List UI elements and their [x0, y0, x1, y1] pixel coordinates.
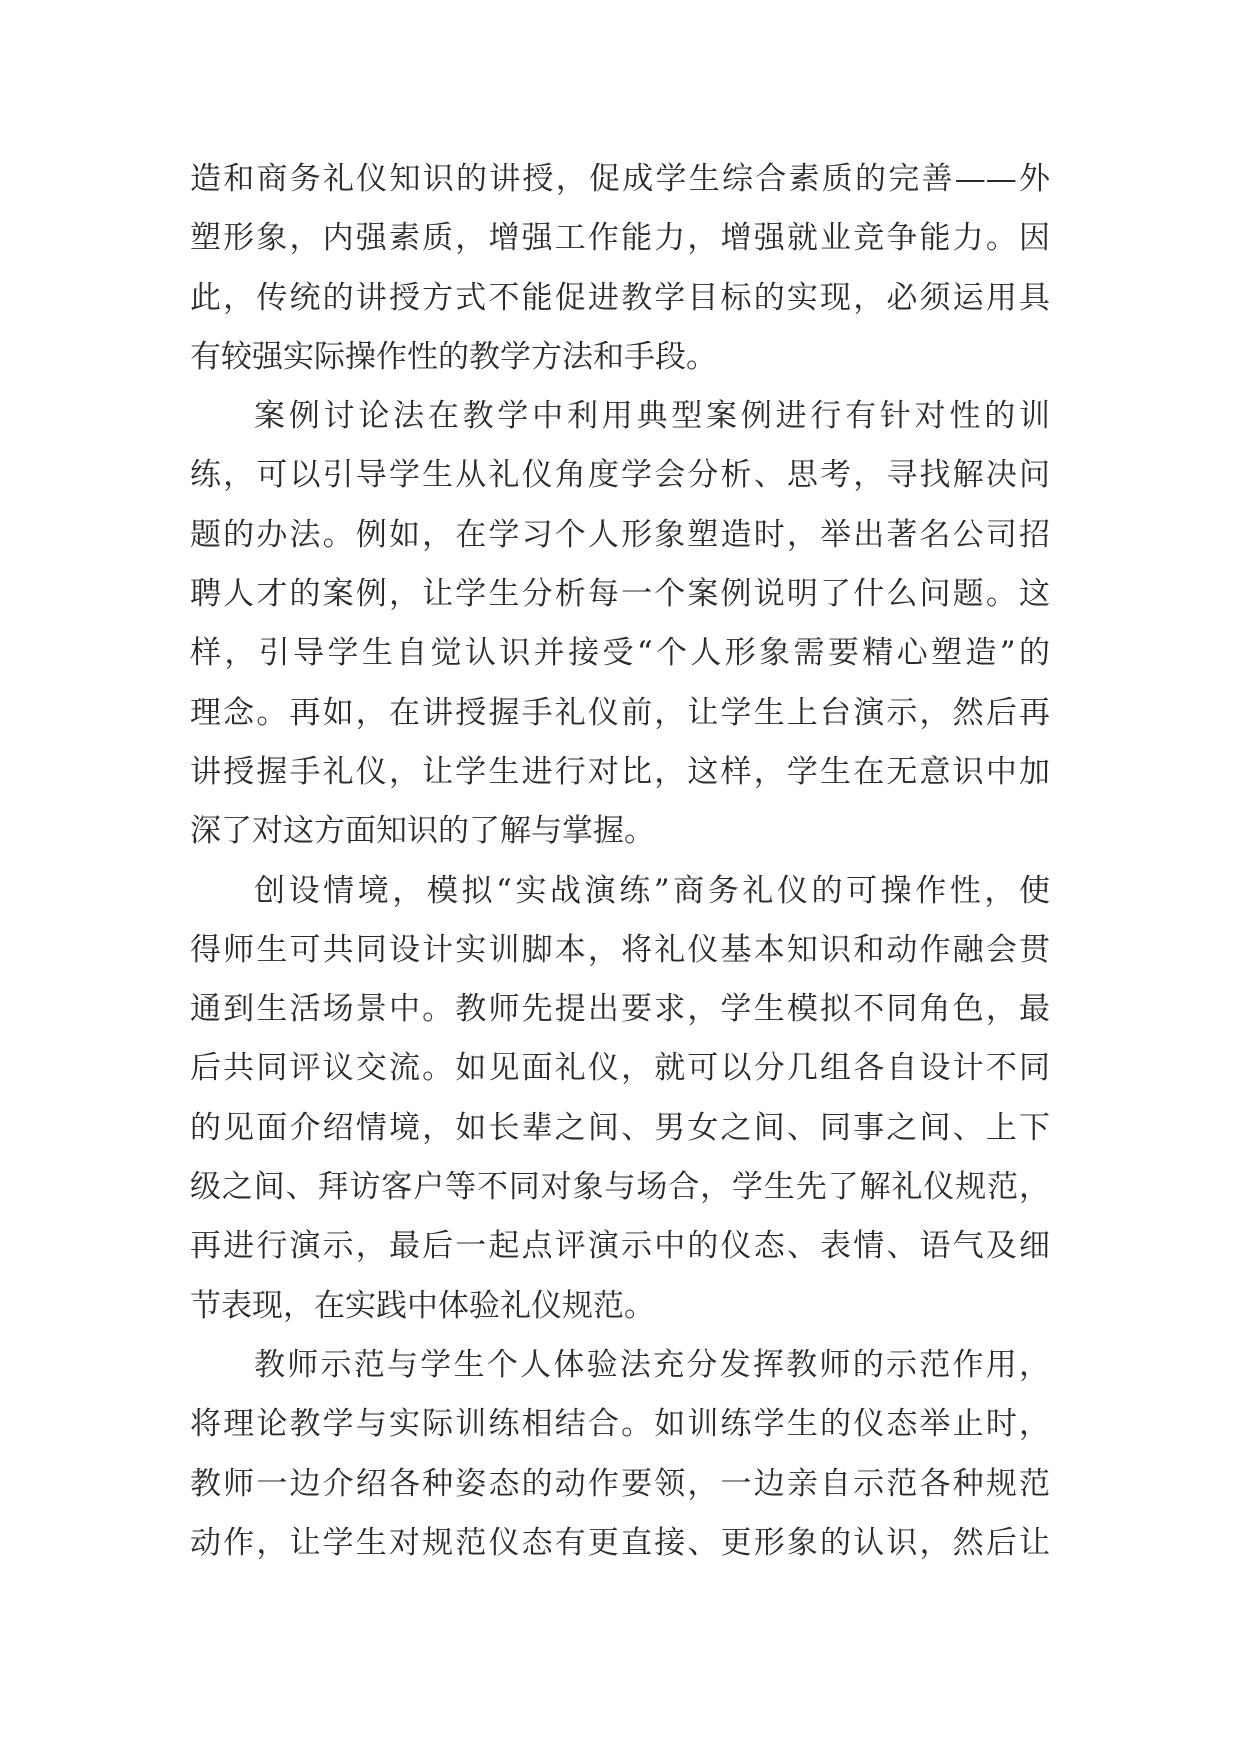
- text-line: 后共同评议交流。如见面礼仪，就可以分几组各自设计不同: [190, 1050, 1050, 1087]
- text-line: 动作，让学生对规范仪态有更直接、更形象的认识，然后让: [190, 1524, 1050, 1561]
- text-line: 塑形象，内强素质，增强工作能力，增强就业竞争能力。因: [190, 220, 1050, 257]
- text-line: 将理论教学与实际训练相结合。如训练学生的仪态举止时，: [190, 1406, 1050, 1443]
- text-line: 此，传统的讲授方式不能促进教学目标的实现，必须运用具: [190, 279, 1050, 316]
- text-line: 练，可以引导学生从礼仪角度学会分析、思考，寻找解决问: [190, 457, 1050, 494]
- text-line: 节表现，在实践中体验礼仪规范。: [190, 1287, 655, 1324]
- paragraph-first-line: 创设情境，模拟“实战演练”商务礼仪的可操作性，使: [254, 872, 1050, 909]
- text-line: 聘人才的案例，让学生分析每一个案例说明了什么问题。这: [190, 576, 1050, 613]
- text-line: 理念。再如，在讲授握手礼仪前，让学生上台演示，然后再: [190, 694, 1050, 731]
- text-line: 通到生活场景中。教师先提出要求，学生模拟不同角色，最: [190, 991, 1050, 1028]
- text-line: 题的办法。例如，在学习个人形象塑造时，举出著名公司招: [190, 516, 1050, 553]
- text-line: 造和商务礼仪知识的讲授，促成学生综合素质的完善——外: [190, 161, 1050, 197]
- text-line: 的见面介绍情境，如长辈之间、男女之间、同事之间、上下: [190, 1109, 1050, 1146]
- document-body: [190, 160, 1050, 1583]
- text-line: 级之间、拜访客户等不同对象与场合，学生先了解礼仪规范，: [190, 1169, 1050, 1206]
- text-line: 深了对这方面知识的了解与掌握。: [190, 813, 655, 850]
- text-line: 得师生可共同设计实训脚本，将礼仪基本知识和动作融会贯: [190, 931, 1050, 968]
- text-line: 教师一边介绍各种姿态的动作要领，一边亲自示范各种规范: [190, 1465, 1050, 1502]
- text-line: 有较强实际操作性的教学方法和手段。: [190, 338, 717, 375]
- text-line: 讲授握手礼仪，让学生进行对比，这样，学生在无意识中加: [190, 753, 1050, 790]
- text-line: 样，引导学生自觉认识并接受“个人形象需要精心塑造”的: [190, 635, 1050, 672]
- paragraph-first-line: 教师示范与学生个人体验法充分发挥教师的示范作用，: [254, 1346, 1050, 1383]
- text-line: 再进行演示，最后一起点评演示中的仪态、表情、语气及细: [190, 1228, 1050, 1265]
- paragraph-first-line: 案例讨论法在教学中利用典型案例进行有针对性的训: [254, 398, 1050, 435]
